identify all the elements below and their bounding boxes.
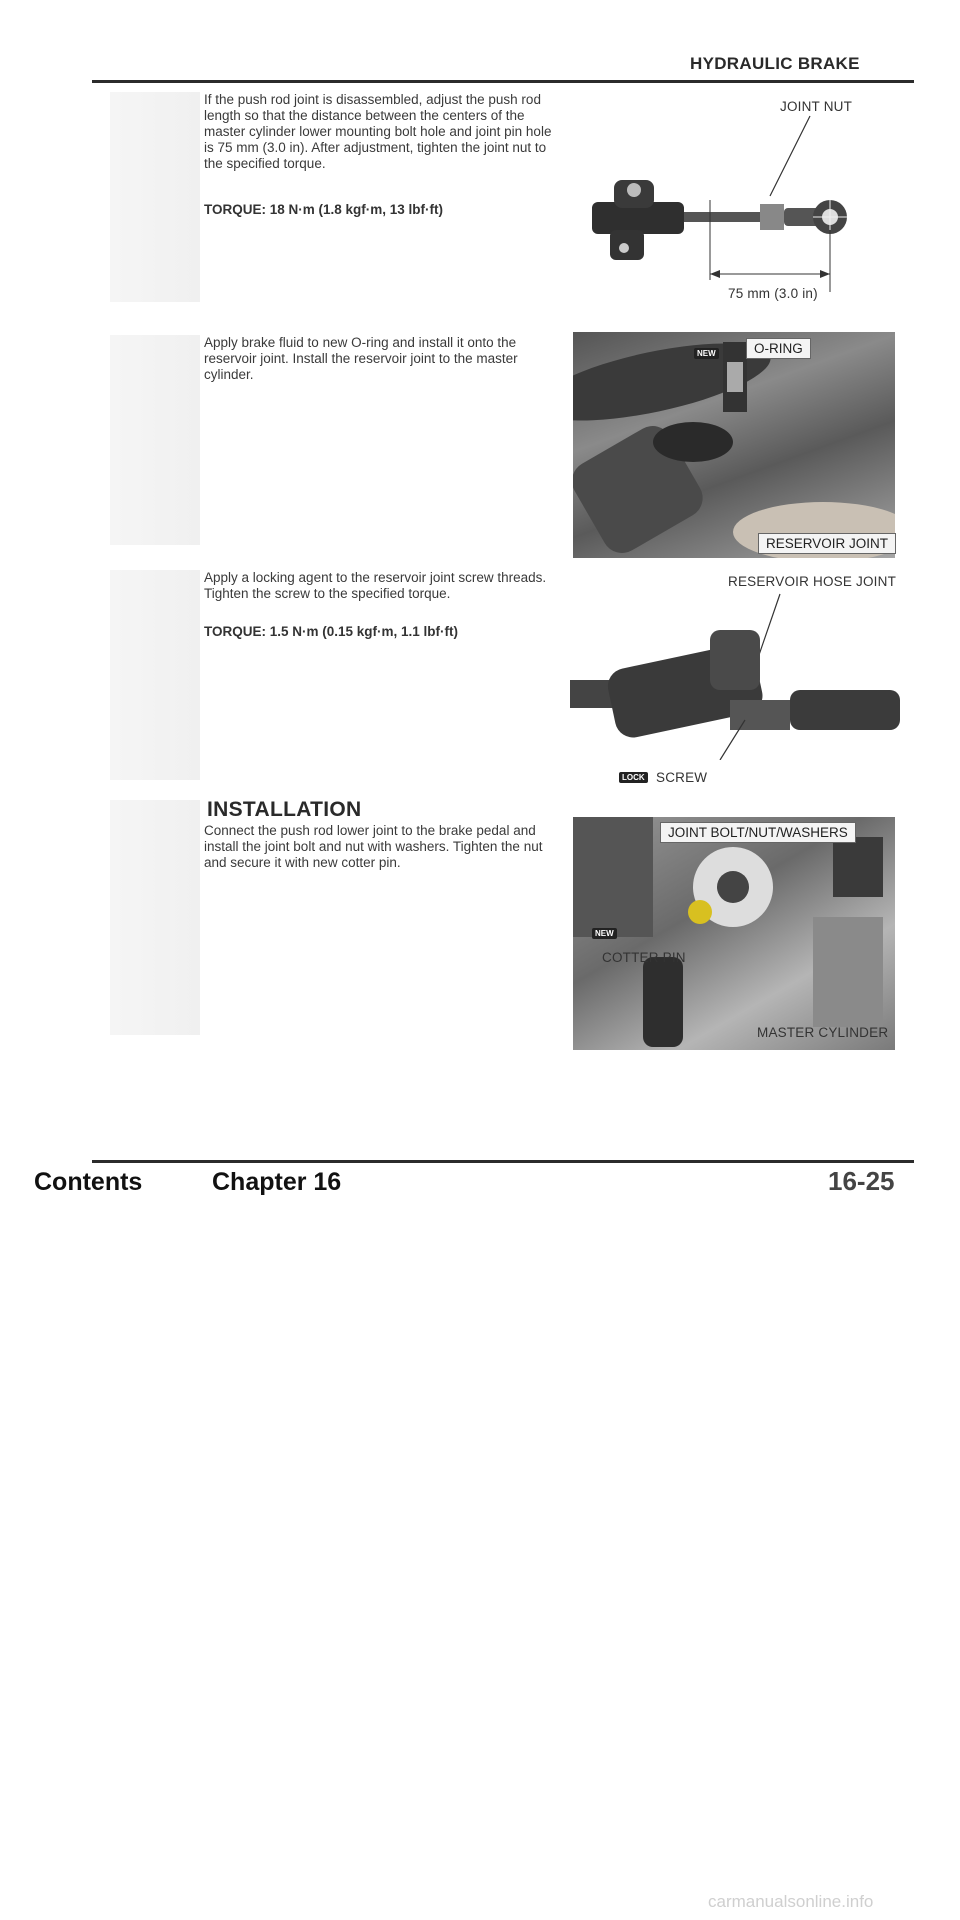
left-shade-4	[110, 800, 200, 1035]
step-3-text: Apply a locking agent to the reservoir joint screw threads. Tighten the screw to the specified torque.	[204, 570, 547, 601]
installation-text: Connect the push rod lower joint to the brake pedal and install the joint bolt and nut with washers. Tighten the nut and secure it with new cotter pin.	[204, 823, 543, 870]
left-shade-1	[110, 92, 200, 302]
top-divider	[92, 80, 914, 83]
step-2-text: Apply brake fluid to new O-ring and install it onto the reservoir joint. Install the reservoir joint to the master cylinder.	[204, 335, 518, 382]
new-icon: NEW	[694, 348, 719, 359]
section-header: HYDRAULIC BRAKE	[690, 54, 860, 73]
reservoir-joint-photo	[573, 332, 895, 558]
step-3-torque: TORQUE: 1.5 N·m (0.15 kgf·m, 1.1 lbf·ft)	[204, 624, 459, 639]
contents-link[interactable]: Contents	[34, 1168, 143, 1196]
step-1-torque: TORQUE: 18 N·m (1.8 kgf·m, 13 lbf·ft)	[204, 202, 444, 217]
screw-label: SCREW	[656, 770, 708, 785]
left-shade-2	[110, 335, 200, 545]
reservoir-screw-diagram	[570, 580, 900, 760]
left-shade-3	[110, 570, 200, 780]
page-number: 16-25	[828, 1166, 895, 1196]
installation-title: INSTALLATION	[207, 798, 362, 821]
cotter-pin-label: COTTER PIN	[602, 950, 686, 965]
chapter-link[interactable]: Chapter 16	[212, 1168, 342, 1196]
master-cylinder-label: MASTER CYLINDER	[757, 1025, 889, 1040]
lock-icon: LOCK	[619, 772, 648, 783]
o-ring-label: O-RING	[746, 338, 811, 359]
reservoir-hose-joint-label: RESERVOIR HOSE JOINT	[728, 574, 897, 589]
push-rod-diagram	[570, 100, 930, 310]
bottom-divider	[92, 1160, 914, 1163]
dimension-label: 75 mm (3.0 in)	[728, 286, 818, 301]
step-1-text: If the push rod joint is disassembled, adjust the push rod length so that the distance between the centers of the master cylinder lower mounting bolt hole and joint pin hole is 75 mm (3.0 in). After adjustment, tighten the joint nut to the specified torque.	[204, 92, 552, 171]
joint-bolt-label: JOINT BOLT/NUT/WASHERS	[660, 822, 856, 843]
installation-photo	[573, 817, 895, 1050]
joint-nut-label: JOINT NUT	[780, 99, 853, 114]
installation-photo-shapes	[573, 817, 895, 1050]
footer-watermark: carmanualsonline.info	[708, 1892, 874, 1911]
reservoir-photo-shapes	[573, 332, 895, 558]
reservoir-joint-label: RESERVOIR JOINT	[758, 533, 896, 554]
new-icon-2: NEW	[592, 928, 617, 939]
